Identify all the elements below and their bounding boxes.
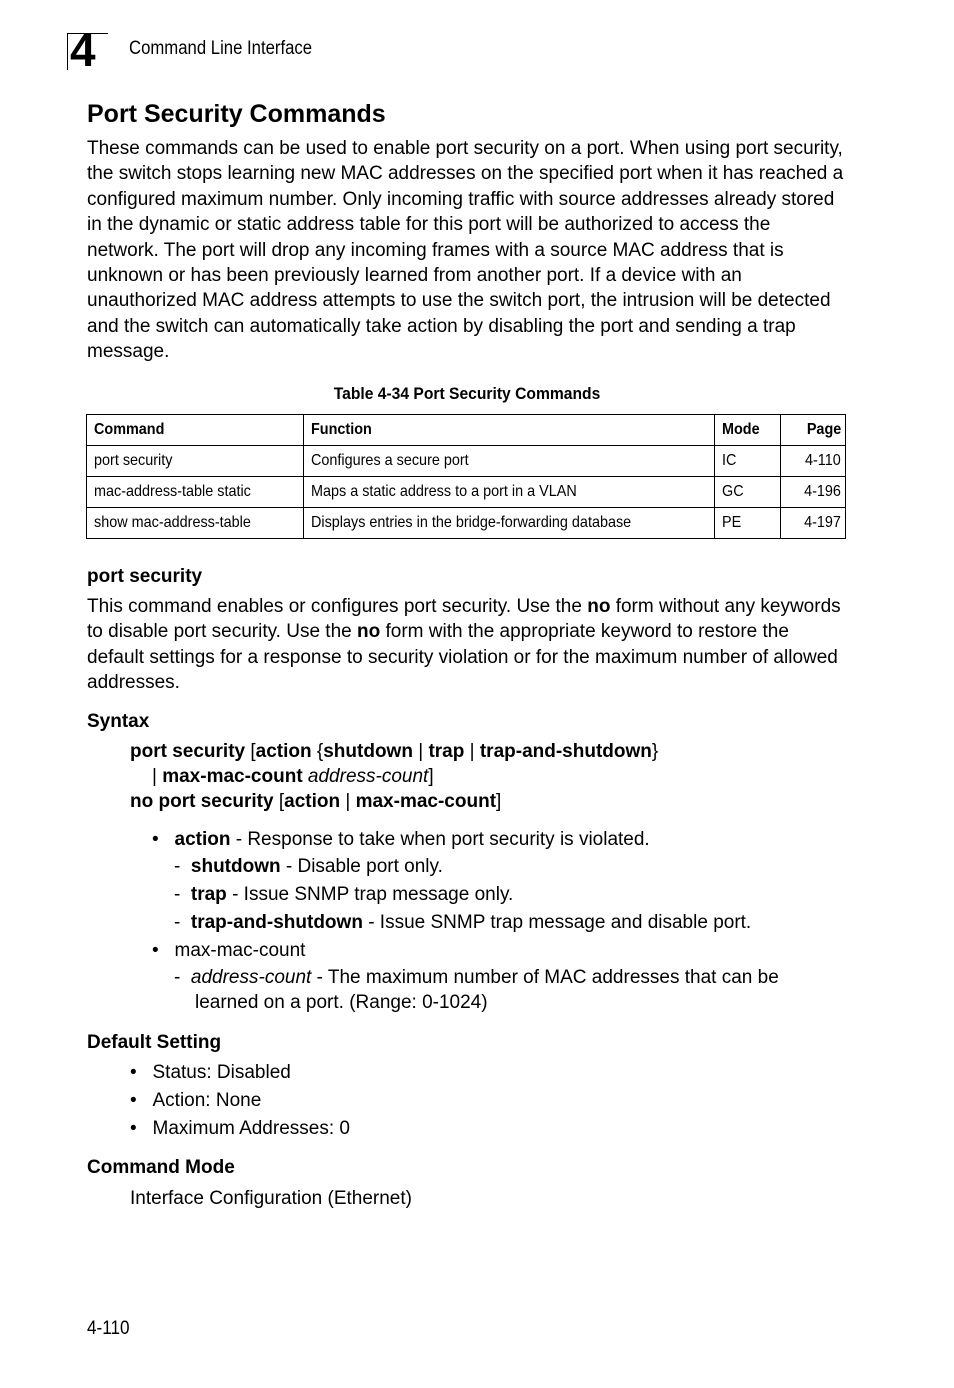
section-title: Port Security Commands xyxy=(87,100,386,128)
default-setting-heading: Default Setting xyxy=(87,1032,222,1053)
cell-command: port security xyxy=(87,446,304,477)
param-action: • action - Response to take when port security is violated. xyxy=(152,829,650,850)
command-title: port security xyxy=(87,566,203,587)
cell-page: 4-197 xyxy=(781,508,846,539)
chapter-number: 4 xyxy=(70,24,96,76)
cell-page: 4-110 xyxy=(781,446,846,477)
command-mode-value: Interface Configuration (Ethernet) xyxy=(130,1188,412,1209)
commands-table xyxy=(86,414,846,539)
param-address-count-cont: learned on a port. (Range: 0-1024) xyxy=(195,992,488,1013)
command-description: This command enables or configures port security. Use the no form without any keywords to disable port security. Use the no form with the appropriate keyword to restore the default settings for a response to security violation or for the maximum number of allowed addresses. xyxy=(87,596,841,694)
cell-mode: GC xyxy=(715,477,781,508)
syntax-heading: Syntax xyxy=(87,711,150,732)
default-item: • Maximum Addresses: 0 xyxy=(130,1118,350,1139)
param-trap: - trap - Issue SNMP trap message only. xyxy=(174,884,514,905)
table-header-row xyxy=(87,415,846,446)
page-number: 4-110 xyxy=(87,1318,130,1339)
table-row xyxy=(87,446,846,477)
param-address-count: - address-count - The maximum number of MAC addresses that can be xyxy=(174,967,779,988)
header-cell: Page xyxy=(781,415,846,446)
intro-paragraph: These commands can be used to enable port security on a port. When using port security, the switch stops learning new MAC addresses on the specified port when it has reached a configured maximum number. Only incoming traffic with source addresses already stored in the dynamic or static address table for this port will be authorized to access the network. The port will drop any incoming frames with a source MAC address that is unknown or has been previously learned from another port. If a device with an unauthorized MAC address attempts to use the switch port, the intrusion will be detected and the switch can automatically take action by disabling the port and sending a trap message. xyxy=(87,138,844,363)
header-cell: Function xyxy=(303,415,715,446)
command-mode-heading: Command Mode xyxy=(87,1157,235,1178)
default-item: • Status: Disabled xyxy=(130,1062,291,1083)
cell-command: mac-address-table static xyxy=(87,477,304,508)
syntax-line: port security [action {shutdown | trap | trap-and-shutdown} xyxy=(130,741,659,762)
table-row xyxy=(87,508,846,539)
cell-function: Configures a secure port xyxy=(303,446,715,477)
cell-page: 4-196 xyxy=(781,477,846,508)
table-caption: Table 4-34 Port Security Commands xyxy=(333,384,601,403)
cell-function: Displays entries in the bridge-forwarding database xyxy=(303,508,715,539)
syntax-line: no port security [action | max-mac-count] xyxy=(130,791,502,812)
param-trap-and-shutdown: - trap-and-shutdown - Issue SNMP trap message and disable port. xyxy=(174,912,752,933)
default-item: • Action: None xyxy=(130,1090,262,1111)
syntax-line: | max-mac-count address-count] xyxy=(152,766,434,787)
param-shutdown: - shutdown - Disable port only. xyxy=(174,856,443,877)
header-cell: Command xyxy=(87,415,304,446)
running-header: Command Line Interface xyxy=(129,38,313,59)
param-max-mac-count: • max-mac-count xyxy=(152,940,306,961)
header-cell: Mode xyxy=(715,415,781,446)
table-row xyxy=(87,477,846,508)
cell-command: show mac-address-table xyxy=(87,508,304,539)
chapter-tab xyxy=(67,24,108,76)
cell-mode: PE xyxy=(715,508,781,539)
cell-mode: IC xyxy=(715,446,781,477)
cell-function: Maps a static address to a port in a VLAN xyxy=(303,477,715,508)
